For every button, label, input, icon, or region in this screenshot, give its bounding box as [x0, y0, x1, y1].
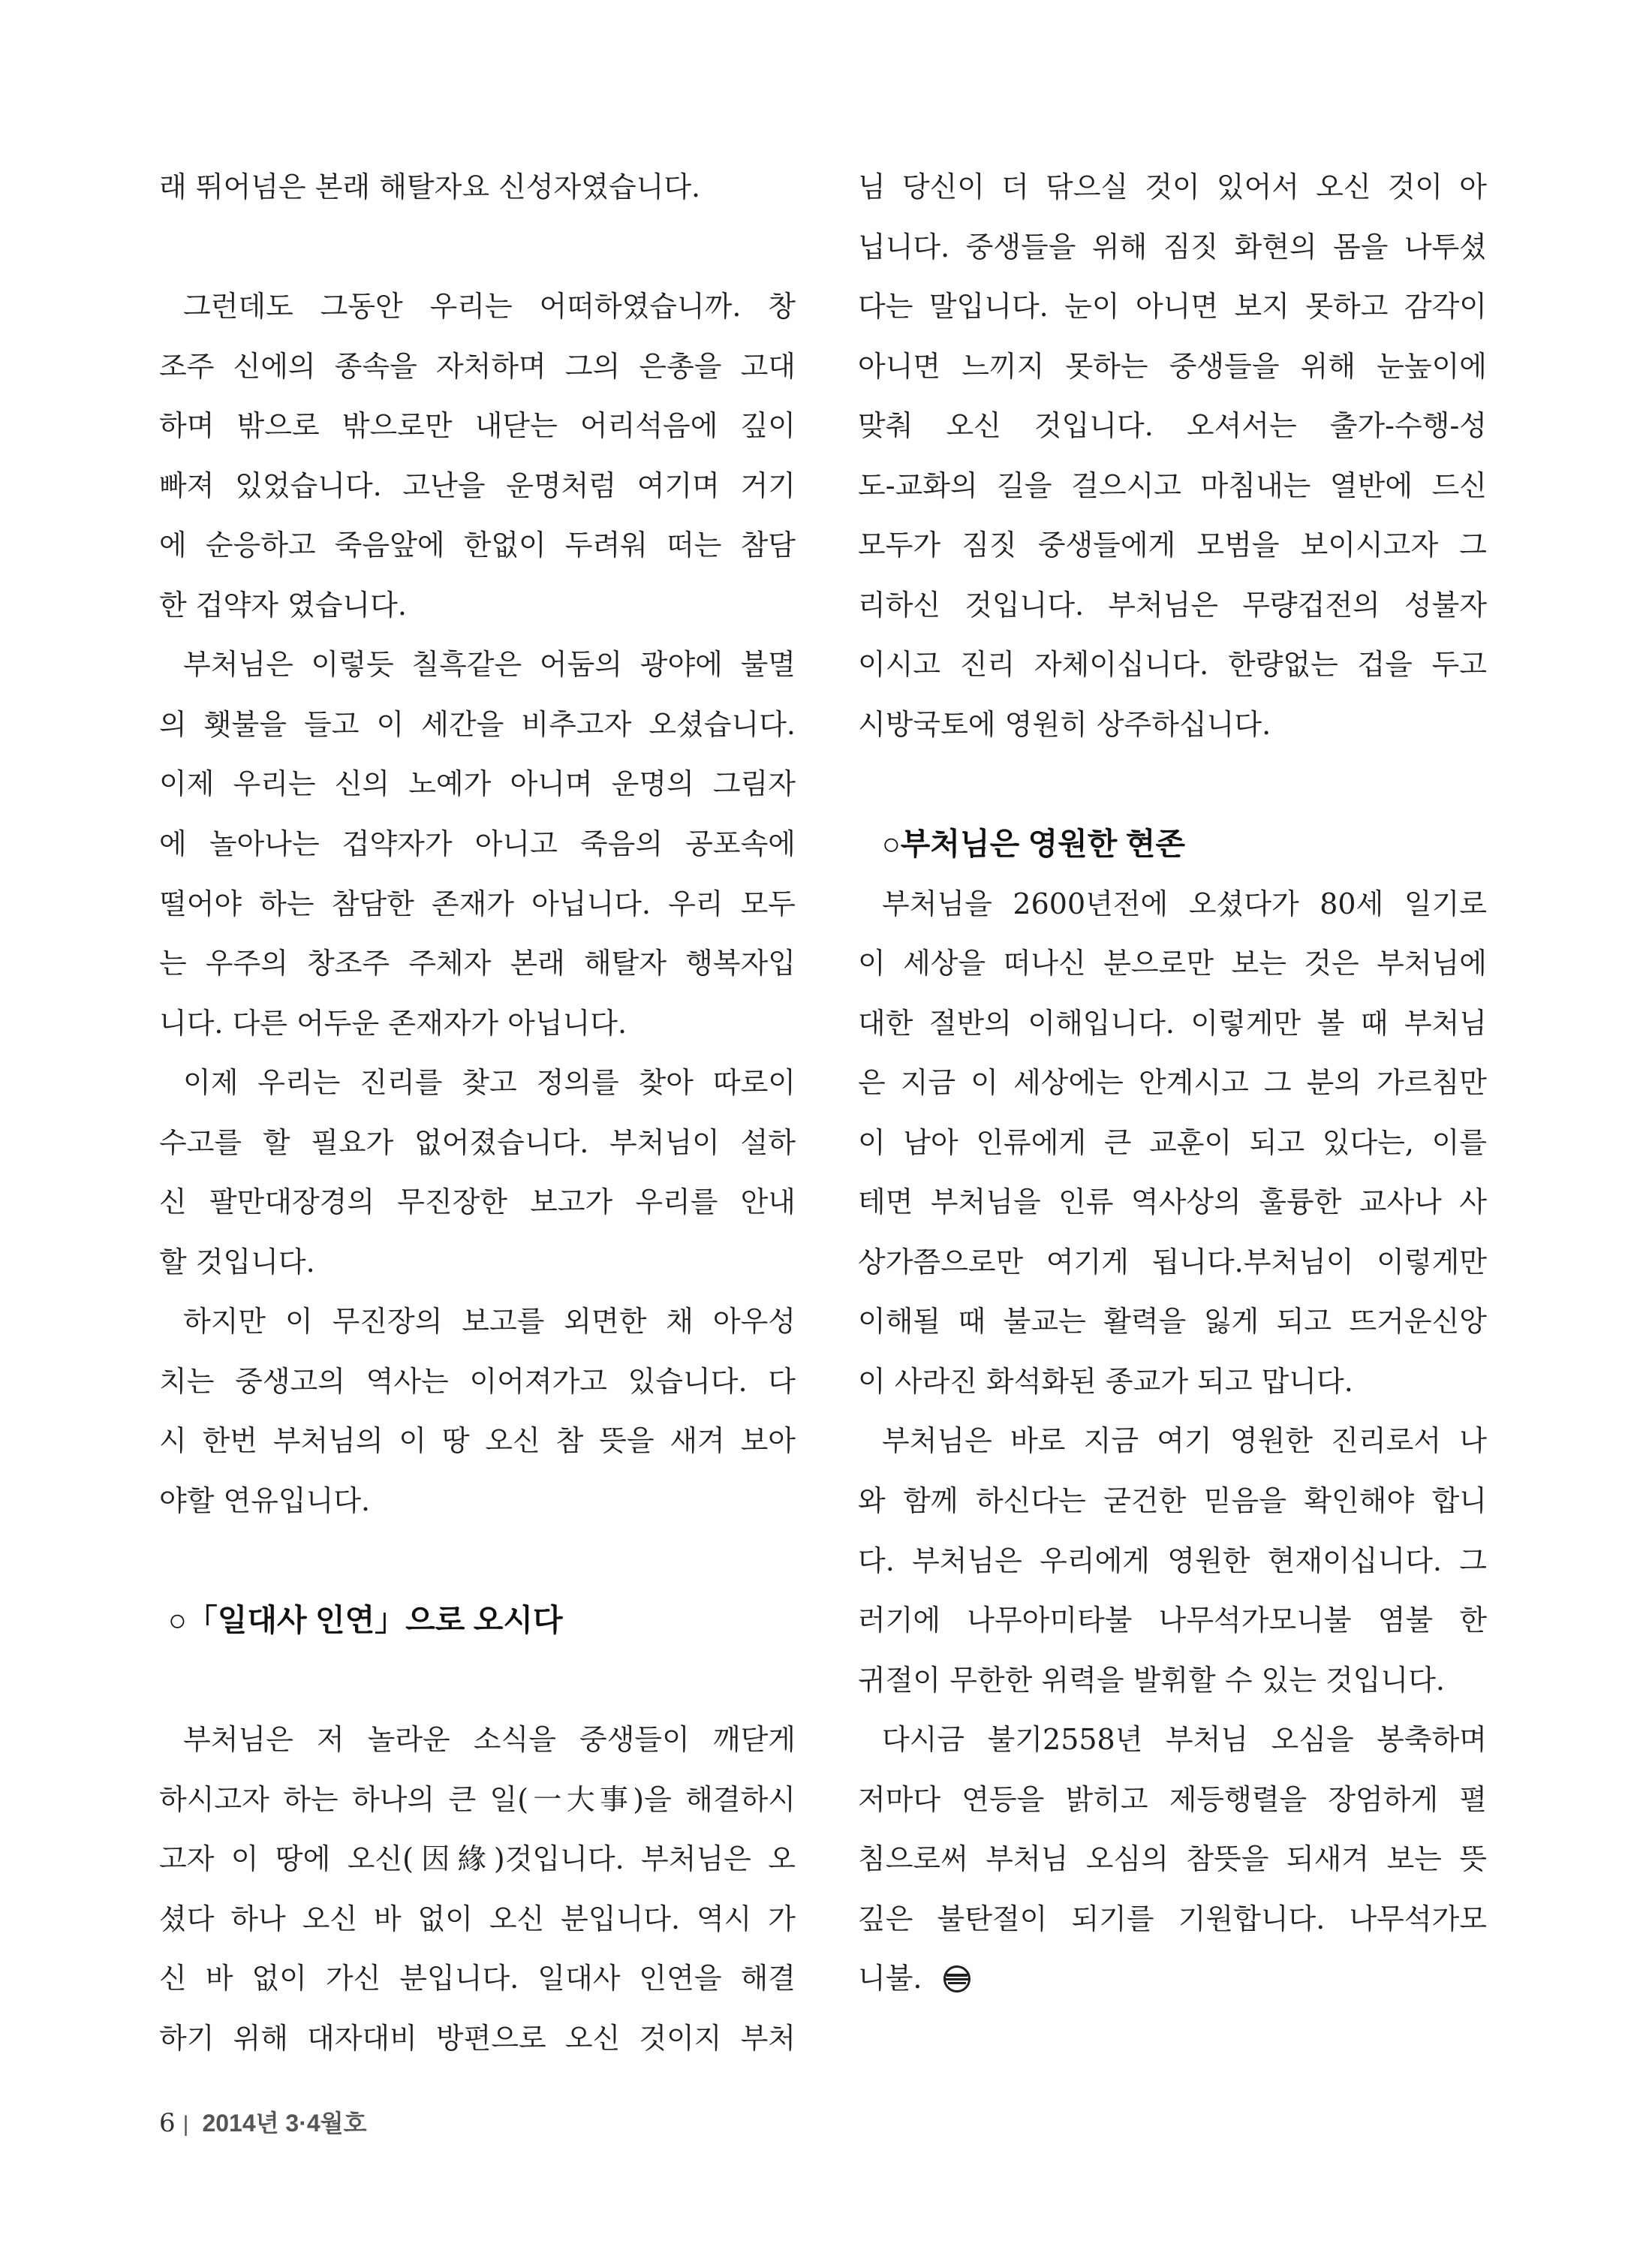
body-line: 부처님은 바로 지금 여기 영원한 진리로서 나: [882, 1424, 1487, 1458]
body-line: 이제 우리는 진리를 찾고 정의를 찾아 따로이: [183, 1066, 796, 1100]
final-line-text: 니불.: [858, 1962, 922, 1995]
body-line: 다는 말입니다. 눈이 아니면 보지 못하고 감각이: [858, 290, 1487, 324]
body-line: 에 순응하고 죽음앞에 한없이 두려워 떠는 참담: [159, 529, 796, 562]
body-line: 는 우주의 창조주 주체자 본래 해탈자 행복자입: [159, 947, 796, 980]
body-line: 러기에 나무아미타불 나무석가모니불 염불 한: [858, 1604, 1487, 1637]
body-line: 저마다 연등을 밝히고 제등행렬을 장엄하게 펼: [858, 1782, 1487, 1816]
footer-separator: |: [182, 2112, 189, 2137]
body-line: 한 겁약자 였습니다.: [159, 588, 407, 622]
body-line: 빠져 있었습니다. 고난을 운명처럼 여기며 거기: [159, 468, 796, 502]
left-column: [159, 158, 796, 2069]
body-line: 맞춰 오신 것입니다. 오셔서는 출가-수행-성: [858, 409, 1487, 443]
paragraph-spacer: [159, 1651, 796, 1711]
body-line: 시 한번 부처님의 이 땅 오신 참 뜻을 새겨 보아: [159, 1424, 796, 1458]
page-footer: [159, 2106, 367, 2140]
body-line: 하기 위해 대자대비 방편으로 오신 것이지 부처: [159, 2021, 796, 2055]
page-number: 6: [159, 2108, 176, 2138]
body-line: 아니면 느끼지 못하는 중생들을 위해 눈높이에: [858, 349, 1487, 383]
right-column: [858, 158, 1487, 2009]
body-line: 할 것입니다.: [159, 1245, 315, 1279]
body-line: 야할 연유입니다.: [159, 1484, 371, 1518]
body-line: 치는 중생고의 역사는 이어져가고 있습니다. 다: [159, 1364, 796, 1398]
body-line: 도-교화의 길을 걸으시고 마침내는 열반에 드신: [858, 468, 1487, 502]
body-line: 떨어야 하는 참담한 존재가 아닙니다. 우리 모두: [159, 887, 796, 920]
body-line: 귀절이 무한한 위력을 발휘할 수 있는 것입니다.: [858, 1663, 1446, 1697]
body-line: 테면 부처님을 인류 역사상의 훌륭한 교사나 사: [858, 1185, 1487, 1219]
body-line: 수고를 할 필요가 없어졌습니다. 부처님이 설하: [159, 1125, 796, 1159]
body-line: 상가쯤으로만 여기게 됩니다.부처님이 이렇게만: [858, 1245, 1487, 1279]
body-line: 니다. 다른 어두운 존재자가 아닙니다.: [159, 1006, 627, 1040]
section-heading-eternal-presence: ○부처님은 영원한 현존: [882, 827, 1185, 862]
body-line: 고자 이 땅에 오신(因緣)것입니다. 부처님은 오: [159, 1842, 796, 1876]
body-line: 에 놀아나는 겁약자가 아니고 죽음의 공포속에: [159, 827, 796, 861]
paragraph-spacer: [159, 1532, 796, 1592]
body-line: 와 함께 하신다는 굳건한 믿음을 확인해야 합니: [858, 1484, 1487, 1518]
paragraph-spacer: [159, 218, 796, 278]
body-line: 그런데도 그동안 우리는 어떠하였습니까. 창: [183, 290, 796, 324]
buddhist-emblem-icon: [942, 1964, 972, 1994]
body-line: 모두가 짐짓 중생들에게 모범을 보이시고자 그: [858, 529, 1487, 562]
body-line: 신 팔만대장경의 무진장한 보고가 우리를 안내: [159, 1185, 796, 1219]
body-line: 이시고 진리 자체이십니다. 한량없는 겁을 두고: [858, 648, 1487, 682]
body-line: 대한 절반의 이해입니다. 이렇게만 볼 때 부처님: [858, 1006, 1487, 1040]
body-line: 다. 부처님은 우리에게 영원한 현재이십니다. 그: [858, 1544, 1487, 1577]
body-line: 이 세상을 떠나신 분으로만 보는 것은 부처님에: [858, 947, 1487, 980]
issue-label: 2014년 3·4월호: [202, 2110, 367, 2137]
paragraph-spacer: [858, 754, 1487, 815]
body-line: 신 바 없이 가신 분입니다. 일대사 인연을 해결: [159, 1962, 796, 1995]
body-line: 래 뛰어넘은 본래 해탈자요 신성자였습니다.: [159, 170, 701, 203]
body-line: 이 사라진 화석화된 종교가 되고 맙니다.: [858, 1364, 1353, 1398]
body-line: 님 당신이 더 닦으실 것이 있어서 오신 것이 아: [858, 170, 1487, 203]
body-line: 리하신 것입니다. 부처님은 무량겁전의 성불자: [858, 588, 1487, 622]
body-line: 하시고자 하는 하나의 큰 일(一大事)을 해결하시: [159, 1782, 796, 1816]
body-line: 하며 밖으로 밖으로만 내닫는 어리석음에 깊이: [159, 409, 796, 443]
body-line: 침으로써 부처님 오심의 참뜻을 되새겨 보는 뜻: [858, 1842, 1487, 1876]
body-line: 셨다 하나 오신 바 없이 오신 분입니다. 역시 가: [159, 1902, 796, 1935]
body-line: 이 남아 인류에게 큰 교훈이 되고 있다는, 이를: [858, 1125, 1487, 1159]
section-heading-ildaesa: ○「일대사 인연」으로 오시다: [168, 1603, 563, 1638]
body-line: 부처님은 이렇듯 칠흑같은 어둠의 광야에 불멸: [183, 648, 796, 682]
body-line: 부처님은 저 놀라운 소식을 중생들이 깨닫게: [183, 1723, 796, 1757]
body-line: 하지만 이 무진장의 보고를 외면한 채 아우성: [183, 1305, 796, 1339]
body-line: 시방국토에 영원히 상주하십니다.: [858, 707, 1271, 741]
body-line: 깊은 불탄절이 되기를 기원합니다. 나무석가모: [858, 1902, 1487, 1935]
body-line: 다시금 불기2558년 부처님 오심을 봉축하며: [882, 1723, 1487, 1757]
body-line: 닙니다. 중생들을 위해 짐짓 화현의 몸을 나투셨: [858, 230, 1487, 264]
body-line: 이해될 때 불교는 활력을 잃게 되고 뜨거운신앙: [858, 1305, 1487, 1339]
body-line: 의 횃불을 들고 이 세간을 비추고자 오셨습니다.: [159, 707, 796, 741]
body-line-final: [858, 1949, 1487, 2009]
body-line: 부처님을 2600년전에 오셨다가 80세 일기로: [882, 887, 1487, 920]
body-line: 이제 우리는 신의 노예가 아니며 운명의 그림자: [159, 767, 796, 801]
body-line: 조주 신에의 종속을 자처하며 그의 은총을 고대: [159, 349, 796, 383]
body-line: 은 지금 이 세상에는 안계시고 그 분의 가르침만: [858, 1066, 1487, 1100]
